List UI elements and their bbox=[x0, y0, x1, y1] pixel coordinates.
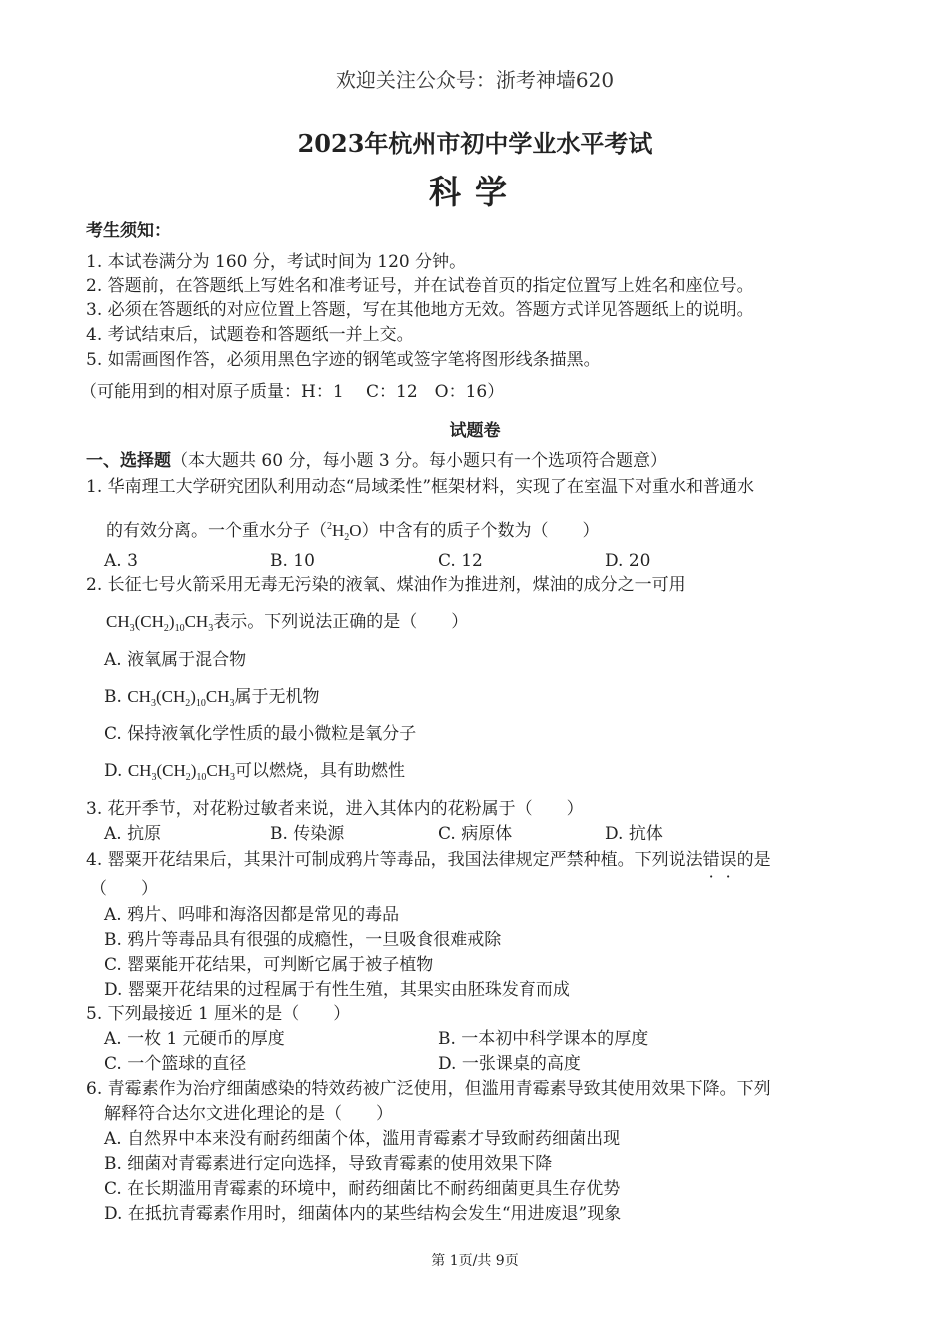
q4-paren: （ ） bbox=[90, 879, 158, 899]
emphasis-char-2: 误 bbox=[719, 850, 737, 870]
q4-option-c: C. 罂粟能开花结果，可判断它属于被子植物 bbox=[104, 955, 434, 975]
q6-line2: 解释符合达尔文进化理论的是（ ） bbox=[104, 1104, 393, 1124]
q2-line2 bbox=[106, 611, 468, 640]
kerosene-formula: $CH_3(CH_2)_{10}CH_3$ bbox=[106, 612, 214, 634]
q4-option-b: B. 鸦片等毒品具有很强的成瘾性，一旦吸食很难戒除 bbox=[104, 930, 502, 950]
q6-option-c: C. 在长期滥用青霉素的环境中，耐药细菌比不耐药细菌更具生存优势 bbox=[104, 1179, 621, 1199]
watermark: 欢迎关注公众号：浙考神墙620 bbox=[335, 68, 615, 92]
section-heading bbox=[86, 450, 667, 472]
q4-option-d: D. 罂粟开花结果的过程属于有性生殖，其果实由胚珠发育而成 bbox=[104, 980, 570, 1000]
notice-item-4: 4. 考试结束后，试题卷和答题纸一并上交。 bbox=[86, 325, 414, 345]
q2-option-d: D. $CH_3(CH_2)_{10}CH_3$可以燃烧，具有助燃性 bbox=[104, 761, 406, 783]
q1-option-b: B. 10 bbox=[270, 551, 315, 571]
heavy-water-formula: $^2H_2O$ bbox=[327, 521, 362, 543]
q5-option-d: D. 一张课桌的高度 bbox=[438, 1054, 581, 1074]
notice-item-5: 5. 如需画图作答，必须用黑色字迹的钢笔或签字笔将图形线条描黑。 bbox=[86, 350, 601, 370]
q3-stem: 3. 花开季节，对花粉过敏者来说，进入其体内的花粉属于（ ） bbox=[86, 799, 584, 819]
kerosene-formula-b: $CH_3(CH_2)_{10}CH_3$ bbox=[127, 687, 235, 709]
emphasis-char-1: 错 bbox=[702, 850, 720, 870]
q5-stem: 5. 下列最接近 1 厘米的是（ ） bbox=[86, 1004, 351, 1024]
q2-option-a: A. 液氧属于混合物 bbox=[104, 650, 247, 670]
notice-item-1: 1. 本试卷满分为 160 分，考试时间为 120 分钟。 bbox=[86, 252, 467, 272]
q5-option-b: B. 一本初中科学课本的厚度 bbox=[438, 1029, 649, 1049]
q5-option-a: A. 一枚 1 元硬币的厚度 bbox=[104, 1029, 285, 1049]
q1-option-c: C. 12 bbox=[438, 551, 483, 571]
section-desc: （本大题共 60 分，每小题 3 分。每小题只有一个选项符合题意） bbox=[171, 451, 668, 471]
paper-label: 试题卷 bbox=[449, 421, 501, 441]
q6-option-d: D. 在抵抗青霉素作用时，细菌体内的某些结构会发生“用进废退”现象 bbox=[104, 1204, 622, 1224]
q2-line1: 2. 长征七号火箭采用无毒无污染的液氧、煤油作为推进剂，煤油的成分之一可用 bbox=[86, 575, 686, 595]
q4-stem: 4. 罂粟开花结果后，其果汁可制成鸦片等毒品，我国法律规定严禁种植。下列说法错误的是 bbox=[86, 850, 771, 870]
q3-option-c: C. 病原体 bbox=[438, 824, 513, 844]
notice-item-3: 3. 必须在答题纸的对应位置上答题，写在其他地方无效。答题方式详见答题纸上的说明。 bbox=[86, 300, 754, 320]
q1-line1: 1. 华南理工大学研究团队利用动态“局域柔性”框架材料，实现了在室温下对重水和普通水 bbox=[86, 477, 755, 497]
notice-item-2: 2. 答题前，在答题纸上写姓名和准考证号，并在试卷首页的指定位置写上姓名和座位号。 bbox=[86, 276, 754, 296]
q1-option-d: D. 20 bbox=[605, 551, 651, 571]
notice-heading: 考生须知： bbox=[86, 221, 171, 241]
atomic-mass-note: （可能用到的相对原子质量：H：1 C：12 O：16） bbox=[80, 382, 505, 402]
subject-title: 科学 bbox=[428, 173, 521, 211]
q3-option-a: A. 抗原 bbox=[104, 824, 162, 844]
q6-option-b: B. 细菌对青霉素进行定向选择，导致青霉素的使用效果下降 bbox=[104, 1154, 553, 1174]
exam-title: 2023年杭州市初中学业水平考试 bbox=[297, 129, 653, 158]
q4-option-a: A. 鸦片、吗啡和海洛因都是常见的毒品 bbox=[104, 905, 400, 925]
q2-line2-text: 表示。下列说法正确的是（ ） bbox=[213, 612, 469, 632]
q1-option-a: A. 3 bbox=[104, 551, 138, 571]
q2-option-c: C. 保持液氧化学性质的最小微粒是氧分子 bbox=[104, 724, 417, 744]
q3-option-b: B. 传染源 bbox=[270, 824, 345, 844]
q1-line2 bbox=[106, 516, 600, 549]
q1-line2-a: 的有效分离。一个重水分子（ bbox=[106, 521, 327, 541]
q2-option-b: B. $CH_3(CH_2)_{10}CH_3$属于无机物 bbox=[104, 687, 320, 709]
kerosene-formula-d: $CH_3(CH_2)_{10}CH_3$ bbox=[127, 761, 236, 783]
q5-option-c: C. 一个篮球的直径 bbox=[104, 1054, 247, 1074]
page-footer: 第 1页/共 9页 bbox=[431, 1253, 519, 1269]
q1-line2-b: ）中含有的质子个数为（ ） bbox=[361, 521, 600, 541]
q6-line1: 6. 青霉素作为治疗细菌感染的特效药被广泛使用，但滥用青霉素导致其使用效果下降。下列 bbox=[86, 1079, 771, 1099]
q3-option-d: D. 抗体 bbox=[605, 824, 663, 844]
section-label: 一、选择题 bbox=[86, 451, 171, 471]
q6-option-a: A. 自然界中本来没有耐药细菌个体，滥用青霉素才导致耐药细菌出现 bbox=[104, 1129, 621, 1149]
